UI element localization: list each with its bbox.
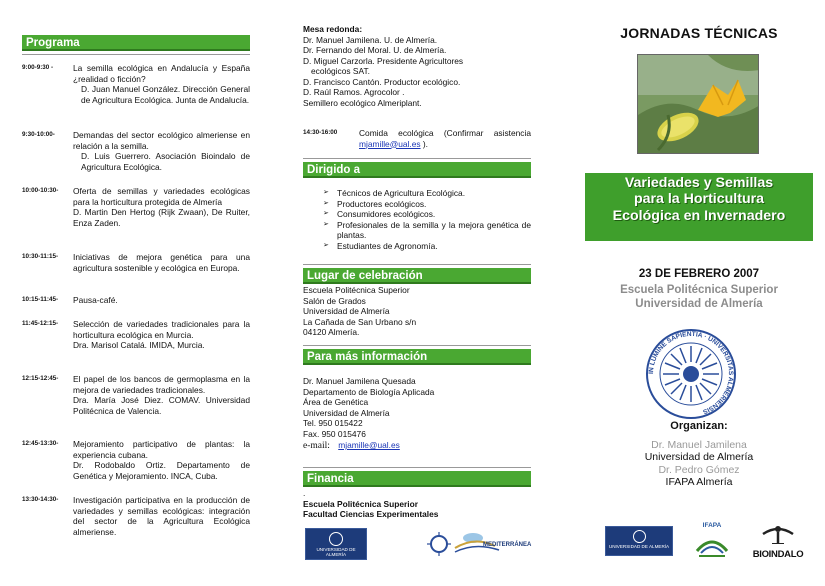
schedule-speaker: D. Martin Den Hertog (Rijk Zwaan), De Ruiter, Enza Zaden. bbox=[73, 207, 250, 228]
schedule-speaker: D. Juan Manuel González. Dirección General de Agricultura Ecológica. Junta de Andalucía. bbox=[81, 84, 250, 105]
mesa-line: D. Miguel Carzorla. Presidente Agricultores bbox=[303, 55, 464, 66]
seal-icon bbox=[329, 532, 343, 546]
arrow-bullet-icon: ➢ bbox=[323, 210, 329, 217]
schedule-speaker: Dra. María José Diez. COMAV. Universidad Politécnica de Valencia. bbox=[73, 395, 250, 416]
schedule-topic: Pausa-café. bbox=[73, 295, 118, 305]
info-contact: Dr. Manuel Jamilena Quesada Departamento de Biología Aplicada Área de Genética Universidad de Almería Tel. 950 015422 Fax. 950 015476 e-mail: mjamille@ual.es bbox=[303, 376, 435, 451]
seal-icon bbox=[633, 530, 646, 543]
list-item: ➢ Productores ecológicos. bbox=[323, 198, 427, 209]
divider bbox=[303, 264, 531, 265]
arrow-bullet-icon: ➢ bbox=[323, 199, 329, 207]
schedule-speaker: D. Luis Guerrero. Asociación Bioindalo de Agricultura Ecológica. bbox=[81, 151, 250, 172]
mesa-line: ecológicos SAT. bbox=[311, 66, 370, 76]
programa-header: Programa bbox=[22, 35, 250, 51]
page-title: JORNADAS TÉCNICAS bbox=[620, 25, 778, 41]
mesa-line: Dr. Fernando del Moral. U. de Almería. bbox=[303, 45, 447, 55]
list-item: ➢ Estudiantes de Agronomía. bbox=[323, 240, 438, 251]
financia-header: Financia bbox=[303, 471, 531, 487]
schedule-time: 12:15-12:45- bbox=[22, 375, 59, 382]
mesa-line: Dr. Manuel Jamilena. U. de Almería. bbox=[303, 34, 438, 45]
email-label: e-mail: bbox=[303, 441, 330, 451]
organizan-title: Organizan: bbox=[670, 420, 728, 432]
schedule-time: 10:00-10:30- bbox=[22, 187, 59, 194]
divider bbox=[22, 54, 250, 55]
schedule-time: 13:30-14:30- bbox=[22, 496, 59, 503]
schedule-speaker: Dr. Rodobaldo Ortiz. Departamento de Genética y Mejoramiento. INCA, Cuba. bbox=[73, 460, 250, 481]
organizer-name: Dr. Pedro Gómez bbox=[658, 463, 740, 476]
arrow-bullet-icon: ➢ bbox=[323, 220, 329, 228]
info-header: Para más información bbox=[303, 349, 531, 365]
divider bbox=[303, 158, 531, 159]
mesa-line: D. Raúl Ramos. Agrocolor . bbox=[303, 87, 405, 97]
arrow-bullet-icon: ➢ bbox=[323, 189, 329, 196]
schedule-time: 9:00-9:30 - bbox=[22, 64, 54, 71]
email-link[interactable]: mjamille@ual.es bbox=[338, 440, 400, 450]
mesa-redonda bbox=[303, 24, 531, 108]
info-column bbox=[303, 0, 531, 586]
ifapa-icon bbox=[689, 529, 735, 559]
comida-item bbox=[303, 128, 531, 152]
schedule-time: 12:45-13:30- bbox=[22, 440, 59, 447]
lugar-header: Lugar de celebración bbox=[303, 268, 531, 284]
schedule-topic: Iniciativas de mejora genética para una agricultura sostenible y ecológica en Europa. bbox=[73, 252, 250, 273]
university-seal-icon bbox=[645, 328, 737, 420]
dirigido-header: Dirigido a bbox=[303, 162, 531, 178]
comida-time: 14:30-16:00 bbox=[303, 129, 338, 136]
mesa-title: Mesa redonda: bbox=[303, 24, 363, 34]
organizer-name: Dr. Manuel Jamilena bbox=[651, 438, 747, 451]
mediterranea-logo: MEDITERRÁNEA bbox=[425, 530, 525, 558]
list-item: ➢ Consumidores ecológicos. bbox=[323, 209, 436, 219]
mesa-line: Semillero ecológico Almeriplant. bbox=[303, 97, 422, 108]
list-item: ➢ Técnicos de Agricultura Ecológica. bbox=[323, 188, 466, 198]
schedule-topic: El papel de los bancos de germoplasma en la mejora de variedades tradicionales. bbox=[73, 374, 250, 395]
schedule-time: 10:15-11:45- bbox=[22, 296, 59, 303]
schedule-speaker: Dra. Marisol Catalá. IMIDA, Murcia. bbox=[73, 340, 205, 351]
school-name: Escuela Politécnica Superior Universidad de Almería bbox=[620, 284, 778, 310]
schedule-topic: La semilla ecológica en Andalucía y España ¿realidad o ficción? bbox=[73, 63, 250, 84]
svg-text:IN LUMINE SAPIENTIA · UNIVERSI: IN LUMINE SAPIENTIA · UNIVERSITAS ALMERIENSIS bbox=[647, 330, 735, 415]
zucchini-flower-photo bbox=[637, 54, 759, 154]
cover-column bbox=[585, 0, 813, 586]
university-seal bbox=[645, 328, 737, 420]
ual-logo: UNIVERSIDAD DE ALMERÍA bbox=[305, 528, 367, 560]
schedule-time: 10:30-11:15- bbox=[22, 253, 59, 260]
schedule-time: 9:30-10:00- bbox=[22, 131, 55, 138]
mesa-line: D. Francisco Cantón. Productor ecológico. bbox=[303, 76, 461, 87]
organizer-institution: IFAPA Almería bbox=[665, 476, 733, 488]
ual-logo: UNIVERSIDAD DE ALMERÍA bbox=[605, 526, 673, 556]
financia-list: . Escuela Politécnica Superior Facultad Ciencias Experimentales bbox=[303, 488, 439, 519]
arrow-bullet-icon: ➢ bbox=[323, 241, 329, 249]
comida-text: Comida ecológica (Confirmar asistencia bbox=[359, 128, 531, 138]
schedule-topic: Investigación participativa en la producción de variedades y semillas ecológicas: integración del sector de la Agricultura Ecológica almeriense. bbox=[73, 495, 250, 537]
program-column bbox=[22, 0, 250, 586]
event-date: 23 DE FEBRERO 2007 bbox=[638, 268, 760, 280]
schedule-topic: Mejoramiento participativo de plantas: la experiencia cubana. bbox=[73, 439, 250, 460]
main-title-banner: Variedades y Semillas para la Horticultura Ecológica en Invernadero bbox=[585, 173, 813, 241]
organizer-institution: Universidad de Almería bbox=[644, 451, 754, 463]
dirigido-list bbox=[303, 188, 531, 251]
list-item: ➢ Profesionales de la semilla y la mejora genética de plantas. bbox=[323, 219, 531, 240]
bioindalo-logo: BIOINDALO bbox=[745, 524, 811, 560]
divider bbox=[303, 345, 531, 346]
schedule-time: 11:45-12:15- bbox=[22, 320, 59, 327]
bioindalo-icon bbox=[745, 524, 811, 544]
ifapa-logo: IFAPA bbox=[689, 522, 735, 560]
comida-end: ). bbox=[422, 138, 429, 149]
organizers bbox=[585, 420, 813, 489]
divider bbox=[303, 467, 531, 468]
schedule-topic: Demandas del sector ecológico almeriense en relación a la semilla. bbox=[73, 130, 250, 151]
schedule-topic: Selección de variedades tradicionales para la horticultura ecológica en Murcia. bbox=[73, 319, 250, 340]
comida-email-link[interactable]: mjamille@ual.es bbox=[359, 138, 421, 149]
lugar-address: Escuela Politécnica Superior Salón de Grados Universidad de Almería La Cañada de San Urbano s/n 04120 Almería. bbox=[303, 285, 417, 337]
schedule-topic: Oferta de semillas y variedades ecológicas para la horticultura protegida de Almería bbox=[73, 186, 250, 207]
zucchini-flower-image bbox=[638, 55, 759, 154]
